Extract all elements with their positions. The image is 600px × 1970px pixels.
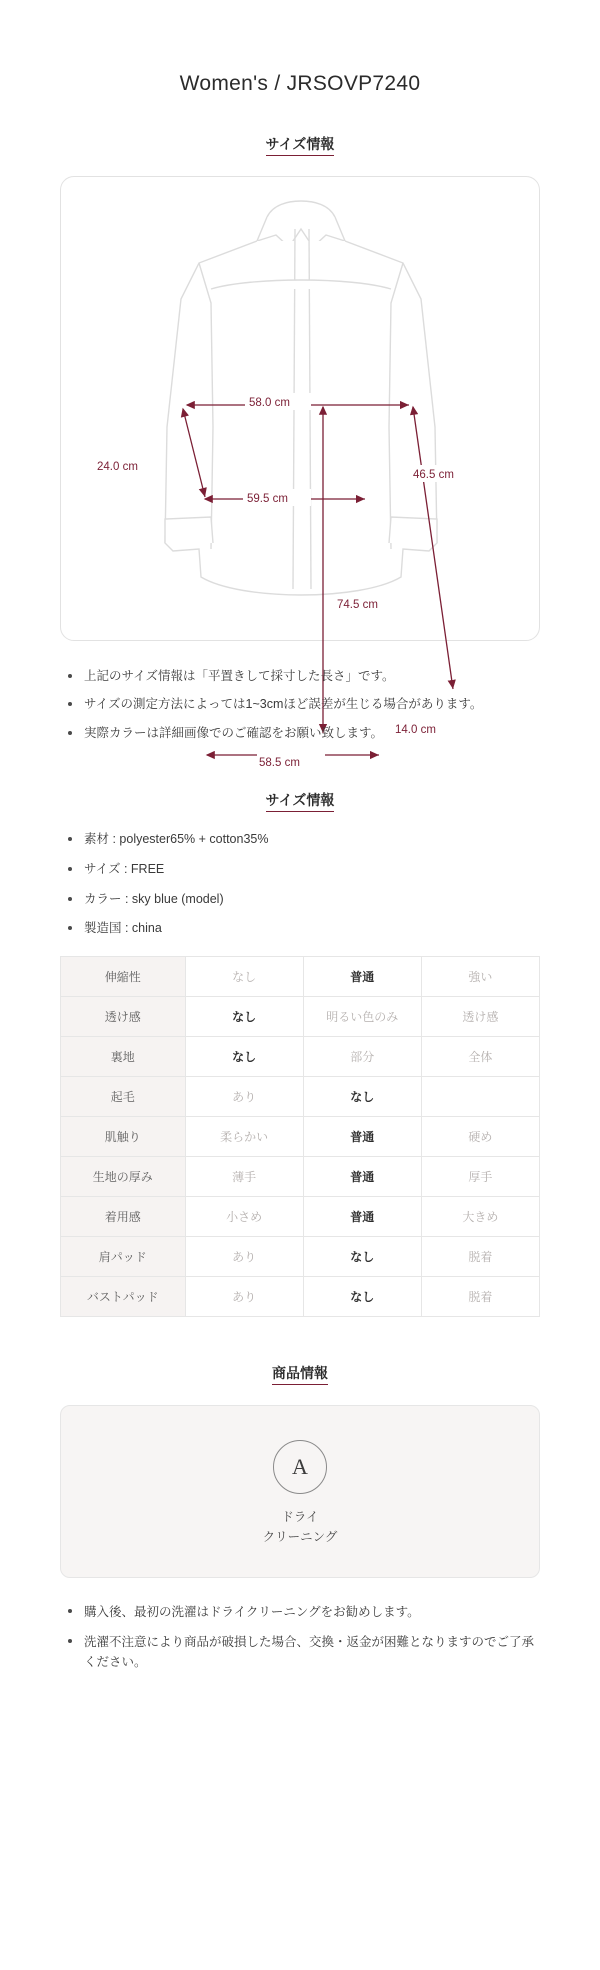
attr-option: 普通 — [303, 1157, 421, 1197]
attr-option: 薄手 — [185, 1157, 303, 1197]
attr-option: あり — [185, 1277, 303, 1317]
attr-option: 強い — [421, 957, 539, 997]
care-notes-list — [60, 1578, 540, 1722]
page-title: Women's / JRSOVP7240 — [179, 72, 421, 95]
table-row — [61, 1237, 540, 1277]
attr-option: 普通 — [303, 1117, 421, 1157]
attr-option: 柔らかい — [185, 1117, 303, 1157]
attr-option — [421, 1077, 539, 1117]
list-item: カラー : sky blue (model) — [66, 890, 540, 909]
care-label — [61, 1508, 539, 1547]
care-instruction-box — [60, 1405, 540, 1578]
attr-label: 伸縮性 — [61, 957, 186, 997]
attr-option: 脱着 — [421, 1237, 539, 1277]
list-item: 製造国 : china — [66, 919, 540, 938]
attr-option: 厚手 — [421, 1157, 539, 1197]
spec-info-heading-text: サイズ情報 — [266, 792, 335, 812]
product-info-heading — [60, 1317, 540, 1383]
attr-label: 肩パッド — [61, 1237, 186, 1277]
product-info-heading-text: 商品情報 — [272, 1365, 328, 1385]
list-item: サイズ : FREE — [66, 860, 540, 879]
list-item: 実際カラーは詳細画像でのご確認をお願い致します。 — [66, 724, 540, 743]
care-label-line2: クリーニング — [262, 1529, 338, 1544]
attr-label: 透け感 — [61, 997, 186, 1037]
table-row — [61, 957, 540, 997]
attr-option: 普通 — [303, 957, 421, 997]
attr-label: 肌触り — [61, 1117, 186, 1157]
attr-label: バストパッド — [61, 1277, 186, 1317]
attr-label: 裏地 — [61, 1037, 186, 1077]
attr-option: 全体 — [421, 1037, 539, 1077]
label-shoulder-width: 58.0 cm — [249, 397, 290, 409]
list-item: 購入後、最初の洗濯はドライクリーニングをお勧めします。 — [66, 1602, 540, 1622]
table-row — [61, 1277, 540, 1317]
attr-option: なし — [303, 1277, 421, 1317]
attr-label: 生地の厚み — [61, 1157, 186, 1197]
table-row — [61, 997, 540, 1037]
attr-option: なし — [303, 1237, 421, 1277]
list-item: 素材 : polyester65% + cotton35% — [66, 830, 540, 849]
attributes-table — [60, 956, 540, 1317]
size-info-heading — [60, 96, 540, 154]
attr-option: なし — [185, 957, 303, 997]
dry-clean-symbol: A — [292, 1454, 308, 1480]
table-row — [61, 1157, 540, 1197]
attr-option: なし — [185, 997, 303, 1037]
label-sleeve-length: 46.5 cm — [413, 469, 454, 481]
dry-clean-icon — [273, 1440, 327, 1494]
attr-option: なし — [185, 1037, 303, 1077]
label-hem-width: 58.5 cm — [259, 757, 300, 769]
attr-option: あり — [185, 1077, 303, 1117]
table-row — [61, 1037, 540, 1077]
attr-option: 明るい色のみ — [303, 997, 421, 1037]
table-row — [61, 1197, 540, 1237]
attr-option: あり — [185, 1237, 303, 1277]
attr-option: 脱着 — [421, 1277, 539, 1317]
label-total-length: 74.5 cm — [337, 599, 378, 611]
attr-option: 透け感 — [421, 997, 539, 1037]
table-row — [61, 1117, 540, 1157]
care-label-line1: ドライ — [281, 1510, 319, 1525]
size-notes-list — [60, 641, 540, 743]
attr-label: 着用感 — [61, 1197, 186, 1237]
size-info-heading-text: サイズ情報 — [266, 136, 335, 156]
attr-option: 部分 — [303, 1037, 421, 1077]
attr-option: 普通 — [303, 1197, 421, 1237]
label-cuff-width: 14.0 cm — [395, 724, 436, 736]
table-row — [61, 1077, 540, 1117]
attr-label: 起毛 — [61, 1077, 186, 1117]
label-chest-width: 59.5 cm — [247, 493, 288, 505]
attr-option: なし — [303, 1077, 421, 1117]
attr-option: 小さめ — [185, 1197, 303, 1237]
list-item: 洗濯不注意により商品が破損した場合、交換・返金が困難となりますのでご了承ください。 — [66, 1632, 540, 1672]
attr-option: 硬め — [421, 1117, 539, 1157]
list-item: サイズの測定方法によっては1~3cmほど誤差が生じる場合があります。 — [66, 695, 540, 714]
label-sleeve-opening-upper: 24.0 cm — [97, 461, 138, 473]
attr-option: 大きめ — [421, 1197, 539, 1237]
spec-list — [60, 810, 540, 938]
list-item: 上記のサイズ情報は「平置きして採寸した長さ」です。 — [66, 667, 540, 686]
